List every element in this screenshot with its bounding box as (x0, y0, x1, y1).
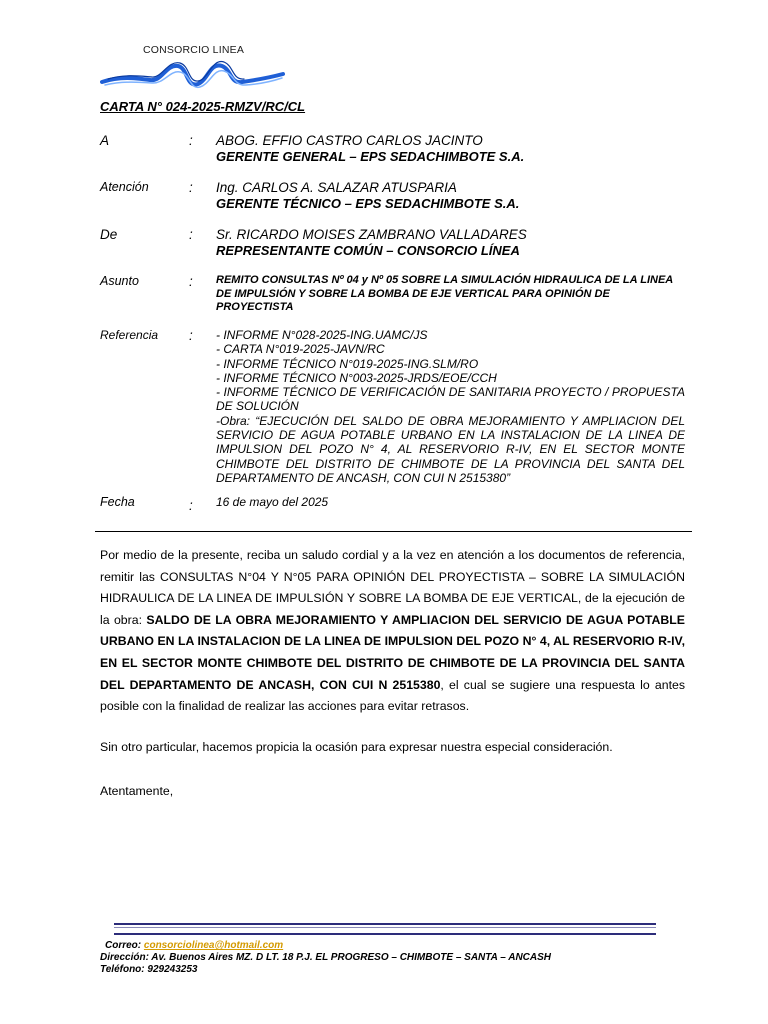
recipient-colon: : (189, 133, 193, 148)
reference-colon: : (189, 328, 193, 343)
recipient-label: A (100, 133, 110, 148)
email-link[interactable]: consorciolinea@hotmail.com (143, 940, 284, 951)
attention-label: Atención (100, 180, 149, 194)
letter-number: CARTA N° 024-2025-RMZV/RC/CL (100, 99, 306, 114)
footer-address: Dirección: Av. Buenos Aires MZ. D LT. 18 P.J. EL PROGRESO – CHIMBOTE – SANTA – ANCASH (100, 952, 552, 963)
sender-role: REPRESENTANTE COMÚN – CONSORCIO LÍNEA (216, 243, 520, 258)
wave-icon (100, 54, 285, 92)
reference-item: - CARTA N°019-2025-JAVN/RC (216, 342, 385, 357)
reference-item: - INFORME TÉCNICO N°019-2025-ING.SLM/RO (216, 356, 479, 371)
footer-rule (114, 923, 656, 935)
salutation: Atentamente, (100, 784, 174, 798)
reference-label: Referencia (100, 328, 159, 342)
subject-colon: : (189, 274, 193, 289)
divider (95, 531, 692, 532)
reference-item: - INFORME TÉCNICO DE VERIFICACIÓN DE SANITARIA PROYECTO / PROPUESTA DE SOLUCIÓN (216, 385, 685, 414)
body-text: Por medio de la presente, reciba un saludo cordial y a la vez en atención a los documentos de referencia, remitir las CONSULTAS N°04 Y N°05 PARA OPINIÓN DEL PROYECTISTA – SOBRE LA SIMULACIÓN HIDRAULICA DE LA LINEA DE IMPULSIÓN Y SOBRE LA BOMBA DE EJE VERTICAL, de la ejecución de la obra: (100, 548, 685, 627)
date-value: 16 de mayo del 2025 (216, 495, 329, 509)
attention-name: Ing. CARLOS A. SALAZAR ATUSPARIA (216, 180, 457, 195)
attention-role: GERENTE TÉCNICO – EPS SEDACHIMBOTE S.A. (216, 196, 520, 211)
date-colon: : (189, 498, 193, 513)
footer-phone: Teléfono: 929243253 (100, 964, 198, 975)
body-text: , el cual se sugiere una respuesta lo antes posible con la finalidad de realizar las acciones para evitar retrasos. (100, 677, 685, 714)
body-paragraph (100, 545, 685, 718)
subject-text: REMITO CONSULTAS Nº 04 y Nº 05 SOBRE LA SIMULACIÓN HIDRAULICA DE LA LINEA DE IMPULSIÓN Y SOBRE LA BOMBA DE EJE VERTICAL PARA OPINIÓN DE PROYECTISTA (216, 274, 673, 313)
sender-name: Sr. RICARDO MOISES ZAMBRANO VALLADARES (216, 227, 527, 242)
reference-item: -Obra: “EJECUCIÓN DEL SALDO DE OBRA MEJORAMIENTO Y AMPLIACION DEL SERVICIO DE AGUA POTABLE URBANO EN LA INSTALACION DE LA LINEA DE IMPULSION DEL POZO N° 4, AL RESERVORIO R-IV, EN EL SECTOR MONTE CHIMBOTE DEL DISTRITO DE CHIMBOTE DE LA PROVINCIA DEL SANTA DEL DEPARTAMENTO DE ANCASH, CON CUI N 2515380” (216, 413, 685, 485)
logo-text: CONSORCIO LINEA (143, 44, 245, 56)
body-bold-text: SALDO DE LA OBRA MEJORAMIENTO Y AMPLIACION DEL SERVICIO DE AGUA POTABLE URBANO EN LA INSTALACION DE LA LINEA DE IMPULSION DEL POZO N° 4, AL RESERVORIO R-IV, EN EL SECTOR MONTE CHIMBOTE DEL DISTRITO DE CHIMBOTE DE LA PROVINCIA DEL SANTA DEL DEPARTAMENTO DE ANCASH, CON CUI N 2515380 (100, 612, 686, 692)
recipient-role: GERENTE GENERAL – EPS SEDACHIMBOTE S.A. (216, 149, 525, 164)
subject-label: Asunto (100, 274, 139, 288)
recipient-name: ABOG. EFFIO CASTRO CARLOS JACINTO (216, 133, 483, 148)
sender-colon: : (189, 227, 193, 242)
reference-item: - INFORME N°028-2025-ING.UAMC/JS (216, 328, 428, 342)
date-label: Fecha (100, 495, 135, 509)
email-label: Correo: (105, 940, 144, 951)
sender-label: De (100, 227, 118, 242)
reference-item: - INFORME TÉCNICO N°003-2025-JRDS/EOE/CCH (216, 370, 497, 385)
footer (100, 940, 551, 976)
letter-body (100, 545, 685, 718)
attention-colon: : (189, 180, 193, 195)
company-logo (100, 42, 285, 92)
closing-paragraph: Sin otro particular, hacemos propicia la ocasión para expresar nuestra especial consideración. (100, 740, 613, 754)
